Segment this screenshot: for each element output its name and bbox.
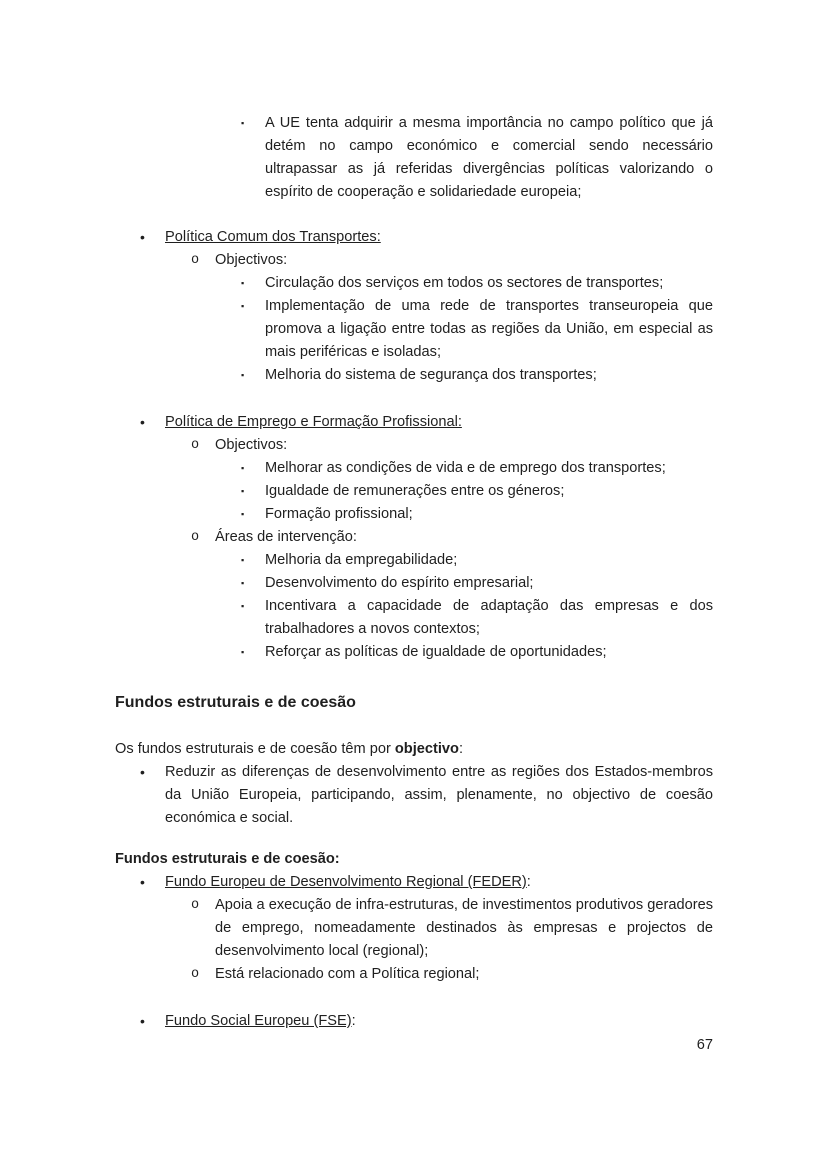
text-run: objectivo	[394, 741, 459, 757]
text-run-group	[165, 226, 713, 249]
bullet-o-icon: o	[191, 967, 200, 982]
text-run: Desenvolvimento do espírito empresarial;	[265, 575, 534, 591]
paragraph-spacer	[115, 830, 713, 848]
list-item-level3	[115, 549, 713, 572]
text-run: Os fundos estruturais e de coesão têm por	[115, 741, 395, 757]
bullet-disc-icon: •	[140, 229, 145, 245]
bullet-square-icon: ▪	[241, 301, 245, 311]
text-run-group	[215, 963, 713, 986]
text-run: Fundo Europeu de Desenvolvimento Regional (FEDER)	[165, 874, 527, 890]
text-run: Fundos estruturais e de coesão	[115, 694, 356, 711]
paragraph-spacer	[115, 387, 713, 411]
bullet-square-icon: ▪	[241, 463, 245, 473]
list-item-level1	[115, 226, 713, 249]
list-item-level3	[115, 480, 713, 503]
paragraph-spacer	[115, 664, 713, 690]
text-run: Melhorar as condições de vida e de emprego dos transportes;	[265, 460, 666, 476]
bullet-disc-icon: •	[140, 874, 145, 890]
list-item-level2	[115, 963, 713, 986]
bullet-square-icon: ▪	[241, 509, 245, 519]
list-item-level2	[115, 434, 713, 457]
document-content	[115, 112, 713, 1033]
list-item-level3	[115, 112, 713, 204]
text-run-group	[165, 411, 713, 434]
text-run: Melhoria do sistema de segurança dos transportes;	[265, 367, 597, 383]
text-run-group	[265, 480, 713, 503]
text-run-group	[115, 848, 713, 871]
text-run-group	[265, 572, 713, 595]
page-number: 67	[696, 1037, 713, 1053]
text-run: Está relacionado com a Política regional;	[215, 966, 480, 982]
text-run-group	[265, 457, 713, 480]
list-item-level3	[115, 641, 713, 664]
paragraph-spacer	[115, 986, 713, 1010]
text-run: :	[458, 741, 463, 757]
list-item-level1	[115, 411, 713, 434]
list-item-level3	[115, 572, 713, 595]
bullet-disc-icon: •	[140, 414, 145, 430]
text-run-group	[215, 434, 713, 457]
text-run: Reduzir as diferenças de desenvolvimento entre as regiões dos Estados-membros da União Europeia, participando, assim, plenamente, no objectivo de coesão económica e social.	[165, 764, 713, 826]
text-run: Política de Emprego e Formação Profissional:	[165, 414, 462, 430]
text-run-group	[265, 364, 713, 387]
list-item-level2	[115, 249, 713, 272]
text-run-group	[115, 738, 713, 761]
paragraph	[115, 738, 713, 761]
bullet-square-icon: ▪	[241, 278, 245, 288]
bullet-o-icon: o	[191, 438, 200, 453]
paragraph-spacer	[115, 716, 713, 738]
text-run: Objectivos:	[215, 252, 288, 268]
text-run-group	[265, 641, 713, 664]
text-run: Reforçar as políticas de igualdade de oportunidades;	[265, 644, 607, 660]
bullet-square-icon: ▪	[241, 370, 245, 380]
list-item-level3	[115, 295, 713, 364]
text-run-group	[265, 112, 713, 204]
list-item-level3	[115, 595, 713, 641]
list-item-level3	[115, 503, 713, 526]
text-run-group	[265, 295, 713, 364]
text-run: Apoia a execução de infra-estruturas, de investimentos produtivos geradores de emprego, nomeadamente destinados às empresas e projectos de desenvolvimento local (regional);	[215, 897, 713, 959]
text-run: :	[526, 874, 531, 890]
text-run: Circulação dos serviços em todos os sectores de transportes;	[265, 275, 664, 291]
text-run-group	[165, 761, 713, 830]
paragraph	[115, 848, 713, 871]
bullet-o-icon: o	[191, 530, 200, 545]
text-run: Implementação de uma rede de transportes transeuropeia que promova a ligação entre todas as regiões da União, em especial as mais periféricas e isoladas;	[265, 298, 713, 360]
text-run: A UE tenta adquirir a mesma importância no campo político que já detém no campo económico e comercial sendo necessário ultrapassar as já referidas divergências políticas valorizando o espírito de cooperação e solidariedade europeia;	[265, 115, 713, 200]
text-run: Áreas de intervenção:	[215, 529, 357, 545]
list-item-level1	[115, 871, 713, 894]
list-item-level2	[115, 894, 713, 963]
text-run: Igualdade de remunerações entre os géneros;	[265, 483, 565, 499]
list-item-level1	[115, 761, 713, 830]
bullet-disc-icon: •	[140, 764, 145, 780]
paragraph-spacer	[115, 204, 713, 226]
list-item-level3	[115, 272, 713, 295]
text-run-group	[265, 549, 713, 572]
text-run-group	[215, 249, 713, 272]
bullet-square-icon: ▪	[241, 555, 245, 565]
text-run-group	[215, 526, 713, 549]
text-run: :	[351, 1013, 356, 1029]
text-run-group	[165, 1010, 713, 1033]
text-run: Política Comum dos Transportes:	[165, 229, 381, 245]
list-item-level2	[115, 526, 713, 549]
text-run-group	[165, 871, 713, 894]
text-run: Melhoria da empregabilidade;	[265, 552, 458, 568]
list-item-level3	[115, 457, 713, 480]
bullet-square-icon: ▪	[241, 647, 245, 657]
bullet-square-icon: ▪	[241, 118, 245, 128]
bullet-square-icon: ▪	[241, 486, 245, 496]
text-run-group	[115, 690, 713, 716]
text-run-group	[265, 272, 713, 295]
list-item-level3	[115, 364, 713, 387]
bullet-disc-icon: •	[140, 1013, 145, 1029]
text-run-group	[265, 595, 713, 641]
text-run: Objectivos:	[215, 437, 288, 453]
text-run: Formação profissional;	[265, 506, 413, 522]
section-heading	[115, 690, 713, 716]
text-run-group	[265, 503, 713, 526]
text-run: Fundo Social Europeu (FSE)	[165, 1013, 352, 1029]
list-item-level1	[115, 1010, 713, 1033]
text-run: Incentivara a capacidade de adaptação das empresas e dos trabalhadores a novos contextos;	[265, 598, 713, 637]
bullet-o-icon: o	[191, 253, 200, 268]
text-run: Fundos estruturais e de coesão:	[115, 851, 340, 867]
bullet-square-icon: ▪	[241, 578, 245, 588]
text-run-group	[215, 894, 713, 963]
bullet-square-icon: ▪	[241, 601, 245, 611]
bullet-o-icon: o	[191, 898, 200, 913]
